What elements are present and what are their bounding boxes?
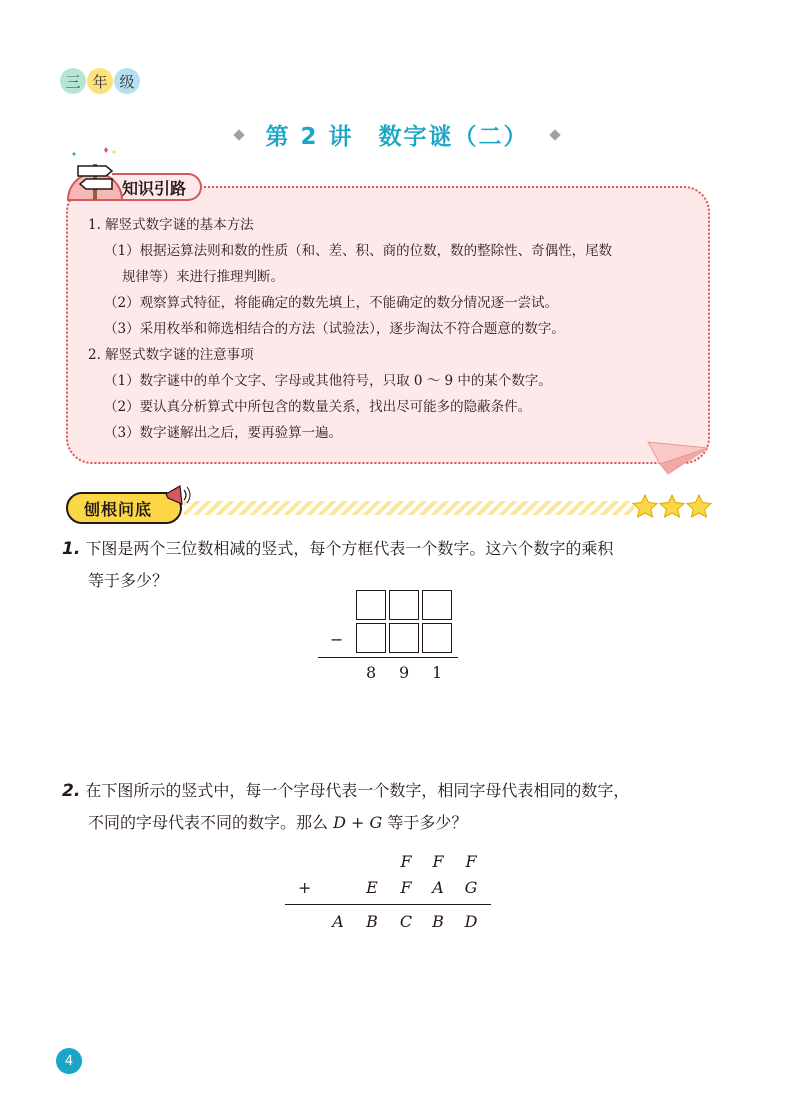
knowledge-line: （2）观察算式特征，将能确定的数先填上，不能确定的数分情况逐一尝试。 bbox=[104, 295, 559, 311]
problem-text: 等于多少？ bbox=[88, 571, 169, 590]
problem-text: 下图是两个三位数相减的竖式，每个方框代表一个数字。这六个数字的乘积 bbox=[85, 539, 614, 558]
problem-expression: D + G bbox=[333, 813, 383, 832]
grade-char: 年 bbox=[87, 68, 113, 94]
knowledge-content bbox=[88, 212, 688, 446]
answer-box[interactable] bbox=[389, 623, 419, 653]
problem-text: 等于多少？ bbox=[382, 813, 468, 832]
knowledge-line: （1）数字谜中的单个文字、字母或其他符号，只取 0 ～ 9 中的某个数字。 bbox=[104, 373, 552, 389]
section-stripe bbox=[184, 501, 634, 515]
grade-badge bbox=[60, 68, 140, 94]
digit-letter: G bbox=[464, 878, 478, 897]
result-letter: A bbox=[332, 912, 344, 931]
knowledge-line: 1. 解竖式数字谜的基本方法 bbox=[88, 217, 254, 233]
answer-box[interactable] bbox=[356, 590, 386, 620]
knowledge-line: （3）采用枚举和筛选相结合的方法（试验法），逐步淘汰不符合题意的数字。 bbox=[104, 321, 565, 337]
result-letter: B bbox=[432, 912, 444, 931]
sum-line bbox=[318, 657, 458, 658]
star-icon bbox=[632, 494, 658, 518]
star-icon bbox=[659, 494, 685, 518]
problem-text: 在下图所示的竖式中，每一个字母代表一个数字，相同字母代表相同的数字， bbox=[85, 781, 630, 800]
diamond-icon bbox=[549, 129, 560, 140]
result-digit: 9 bbox=[399, 663, 410, 682]
page-title: 第 2 讲 数字谜（二） bbox=[265, 124, 529, 150]
grade-char: 级 bbox=[114, 68, 140, 94]
section-header bbox=[66, 488, 716, 528]
knowledge-title: 知识引路 bbox=[122, 178, 187, 198]
signpost-icon bbox=[64, 146, 126, 204]
section-title: 刨根问底 bbox=[84, 499, 153, 519]
result-letter: B bbox=[366, 912, 378, 931]
result-digit: 8 bbox=[366, 663, 377, 682]
digit-letter: F bbox=[400, 852, 412, 871]
problem-1 bbox=[62, 533, 613, 597]
knowledge-line: （1）根据运算法则和数的性质（和、差、积、商的位数，数的整除性、奇偶性，尾数 bbox=[104, 243, 613, 259]
problem-number: 2. bbox=[62, 781, 81, 801]
plus-sign: + bbox=[298, 878, 312, 897]
digit-letter: F bbox=[465, 852, 477, 871]
answer-box[interactable] bbox=[422, 590, 452, 620]
result-digit: 1 bbox=[432, 663, 443, 682]
difficulty-stars bbox=[632, 494, 712, 518]
answer-box[interactable] bbox=[389, 590, 419, 620]
paper-airplane-icon bbox=[646, 434, 710, 476]
knowledge-line: （3）数字谜解出之后，要再验算一遍。 bbox=[104, 425, 343, 441]
sum-line bbox=[285, 904, 491, 905]
digit-letter: F bbox=[432, 852, 444, 871]
megaphone-icon bbox=[162, 482, 192, 508]
knowledge-line: 2. 解竖式数字谜的注意事项 bbox=[88, 347, 254, 363]
minus-sign: − bbox=[330, 630, 344, 649]
result-letter: C bbox=[399, 912, 413, 931]
answer-box[interactable] bbox=[422, 623, 452, 653]
digit-letter: E bbox=[366, 878, 378, 897]
diamond-icon bbox=[234, 129, 245, 140]
knowledge-line: （2）要认真分析算式中所包含的数量关系，找出尽可能多的隐蔽条件。 bbox=[104, 399, 532, 415]
digit-letter: F bbox=[400, 878, 412, 897]
star-icon bbox=[686, 494, 712, 518]
grade-char: 三 bbox=[60, 68, 86, 94]
digit-letter: A bbox=[432, 878, 444, 897]
problem-text: 不同的字母代表不同的数字。那么 bbox=[88, 813, 334, 832]
knowledge-line: 规律等）来进行推理判断。 bbox=[122, 269, 284, 285]
problem-2 bbox=[62, 775, 629, 839]
result-letter: D bbox=[464, 912, 478, 931]
problem-number: 1. bbox=[62, 539, 81, 559]
answer-box[interactable] bbox=[356, 623, 386, 653]
page-number: 4 bbox=[56, 1048, 82, 1074]
